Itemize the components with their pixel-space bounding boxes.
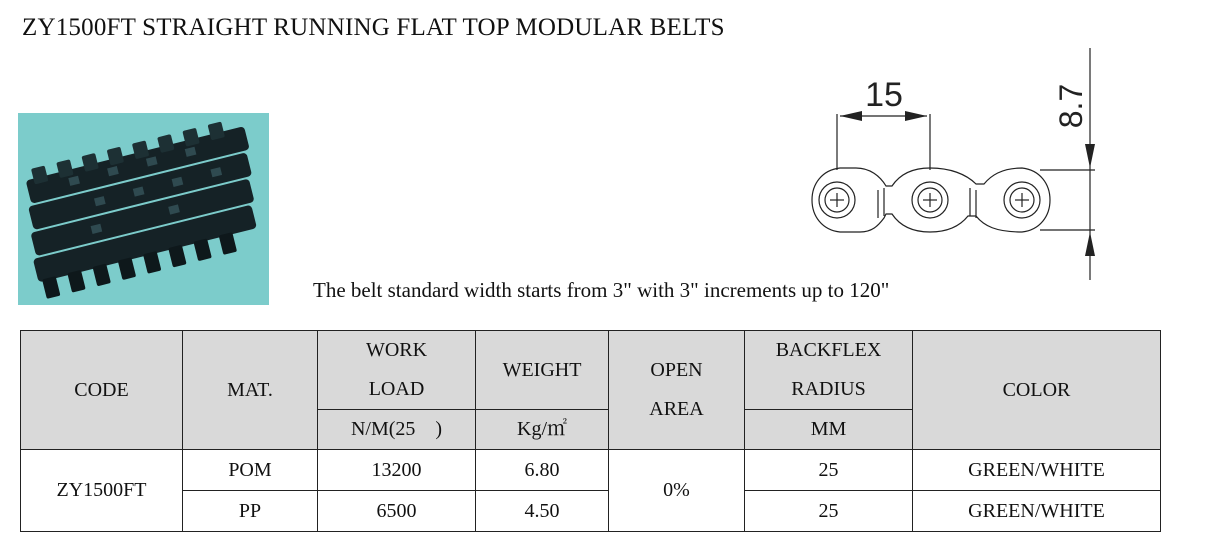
cell-weight: 6.80 — [476, 450, 609, 491]
belt-photo — [18, 113, 269, 305]
cell-color: GREEN/WHITE — [913, 491, 1161, 532]
width-note: The belt standard width starts from 3" with 3" increments up to 120" — [313, 278, 890, 302]
cell-weight: 4.50 — [476, 491, 609, 532]
cell-backflex: 25 — [745, 450, 913, 491]
cell-color: GREEN/WHITE — [913, 450, 1161, 491]
height-dimension-label: 8.7 — [1053, 83, 1089, 129]
header-mat: MAT. — [183, 331, 318, 450]
cell-mat: PP — [183, 491, 318, 532]
cell-code: ZY1500FT — [21, 450, 183, 532]
unit-work-load: N/M(25 ) — [318, 410, 476, 450]
table-row — [21, 491, 1161, 532]
header-weight: WEIGHT — [476, 331, 609, 410]
pitch-dimension-label: 15 — [865, 76, 903, 114]
table-row — [21, 450, 1161, 491]
unit-backflex: MM — [745, 410, 913, 450]
header-work-load: WORK LOAD — [318, 331, 476, 410]
header-open-area: OPEN AREA — [609, 331, 745, 450]
cell-backflex: 25 — [745, 491, 913, 532]
unit-weight: Kg/㎡ — [476, 410, 609, 450]
cell-mat: POM — [183, 450, 318, 491]
header-backflex-radius: BACKFLEX RADIUS — [745, 331, 913, 410]
spec-table — [20, 330, 1161, 532]
table-header-row — [21, 331, 1161, 410]
page-title: ZY1500FT STRAIGHT RUNNING FLAT TOP MODULAR BELTS — [22, 14, 725, 41]
cell-open-area: 0% — [609, 450, 745, 532]
belt-dimension-drawing — [800, 44, 1100, 289]
cell-work-load: 6500 — [318, 491, 476, 532]
header-color: COLOR — [913, 331, 1161, 450]
cell-work-load: 13200 — [318, 450, 476, 491]
header-code: CODE — [21, 331, 183, 450]
